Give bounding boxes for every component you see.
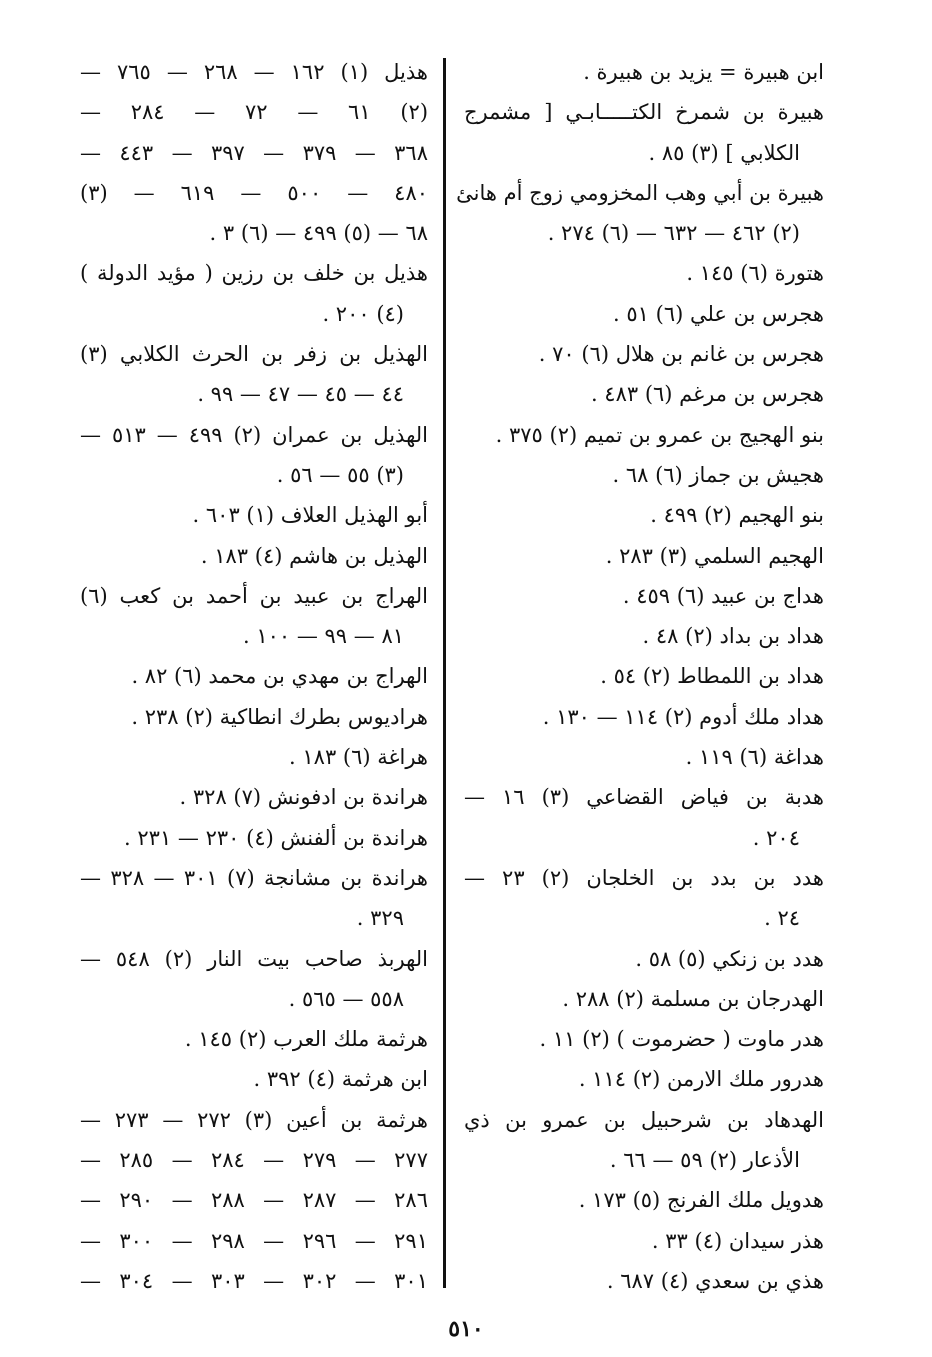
index-line: بنو الهجيج بن عمرو بن تميم (٢) ٣٧٥ .: [495, 422, 824, 447]
index-line: هدرور ملك الارمن (٢) ١١٤ .: [578, 1067, 824, 1092]
index-line: الهدهاد بن شرحبيل بن عمرو بن ذي: [464, 1107, 824, 1132]
index-line: ٢٧٧ — ٢٧٩ — ٢٨٤ — ٢٨٥ —: [80, 1148, 428, 1173]
index-line: (٢) ٦١ — ٧٢ — ٢٨٤ —: [80, 100, 429, 125]
index-line: الهذيل بن عمران (٢) ٤٩٩ — ٥١٣ —: [80, 422, 428, 447]
index-line: هجرس بن علي (٦) ٥١ .: [613, 301, 824, 326]
index-line: الهربذ صاحب بيت النار (٢) ٥٤٨ —: [80, 946, 428, 971]
index-line: هجرس بن غانم بن هلال (٦) ٧٠ .: [538, 342, 824, 367]
index-line: الكلابي ] (٣) ٨٥ .: [648, 140, 800, 165]
index-line: هدد بن زنكي (٥) ٥٨ .: [635, 946, 824, 971]
index-line: ٣٠١ — ٣٠٢ — ٣٠٣ — ٣٠٤ —: [80, 1268, 428, 1293]
left-column: [80, 52, 428, 1301]
index-line: ٦٨ — (٥) ٤٩٩ — (٦) ٣ .: [209, 221, 428, 246]
index-line: هرثمة بن أعين (٣) ٢٧٢ — ٢٧٣ —: [80, 1107, 428, 1132]
page-number: ٥١٠: [448, 1316, 484, 1342]
index-line: هداغة (٦) ١١٩ .: [685, 745, 824, 770]
index-line: (٣) ٥٥ — ٥٦ .: [276, 462, 404, 487]
index-line: هبيرة بن أبي وهب المخزومي زوج أم هانئ: [456, 180, 824, 205]
index-line: هراندة بن ادفونش (٧) ٣٢٨ .: [179, 785, 428, 810]
right-column: [456, 52, 824, 1301]
index-line: الهذيل بن هاشم (٤) ١٨٣ .: [200, 543, 428, 568]
index-line: ابن هبيرة = يزيد بن هبيرة .: [583, 60, 824, 84]
index-line: الهجيم السلمي (٣) ٢٨٣ .: [605, 543, 824, 568]
index-line: الهذيل بن زفر بن الحرث الكلابي (٣): [80, 342, 428, 367]
index-line: هذر سيدان (٤) ٣٣ .: [651, 1228, 824, 1253]
index-line: هراندة بن ألفنش (٤) ٢٣٠ — ٢٣١ .: [124, 825, 428, 850]
index-line: الهدرجان بن مسلمة (٢) ٢٨٨ .: [562, 986, 824, 1011]
index-line: هتورة (٦) ١٤٥ .: [686, 261, 824, 286]
index-line: ٢٩١ — ٢٩٦ — ٢٩٨ — ٣٠٠ —: [80, 1228, 428, 1253]
index-line: هدويل ملك الفرنج (٥) ١٧٣ .: [578, 1188, 824, 1213]
index-line: هجرس بن مرغم (٦) ٤٨٣ .: [590, 382, 824, 407]
index-line: الهراج بن عبيد بن أحمد بن كعب (٦): [80, 583, 428, 608]
index-line: هداد بن اللمطاط (٢) ٥٤ .: [600, 664, 824, 689]
column-divider: [443, 58, 446, 1288]
index-line: الهراج بن مهدي بن محمد (٦) ٨٢ .: [131, 664, 428, 689]
index-line: هذي بن سعدي (٤) ٦٨٧ .: [606, 1268, 824, 1293]
index-line: ٢٨٦ — ٢٨٧ — ٢٨٨ — ٢٩٠ —: [80, 1188, 428, 1213]
index-line: ٥٥٨ — ٥٦٥ .: [288, 986, 404, 1011]
index-line: هراندة بن مشانجة (٧) ٣٠١ — ٣٢٨ —: [80, 865, 428, 890]
index-line: هداد بن بداد (٢) ٤٨ .: [642, 624, 824, 649]
index-line: هدبة بن فياض القضاعي (٣) ١٦ —: [464, 785, 824, 810]
index-line: ٣٦٨ — ٣٧٩ — ٣٩٧ — ٤٤٣ —: [80, 140, 428, 165]
index-line: (٤) ٢٠٠ .: [322, 301, 404, 326]
index-line: هرثمة ملك العرب (٢) ١٤٥ .: [184, 1027, 428, 1052]
index-line: (٢) ٤٦٢ — ٦٣٢ — (٦) ٢٧٤ .: [547, 221, 800, 246]
index-line: هذيل (١) ١٦٢ — ٢٦٨ — ٧٦٥ —: [80, 60, 428, 84]
index-line: هبيرة بن شمرخ الكتـــــابـي [ مشمرج: [464, 100, 824, 125]
index-line: هجيش بن جماز (٦) ٦٨ .: [612, 462, 824, 487]
index-line: بنو الهجيم (٢) ٤٩٩ .: [650, 503, 824, 528]
index-line: ٤٨٠ — ٥٠٠ — ٦١٩ — (٣): [80, 180, 429, 205]
index-line: أبو الهذيل العلاف (١) ٦٠٣ .: [192, 503, 428, 528]
index-line: ٤٤ — ٤٥ — ٤٧ — ٩٩ .: [197, 382, 404, 407]
index-line: الأذعار (٢) ٥٩ — ٦٦ .: [609, 1148, 800, 1173]
index-line: هراديوس بطرك انطاكية (٢) ٢٣٨ .: [131, 704, 428, 729]
index-line: هدر ماوت ( حضرموت ) (٢) ١١ .: [539, 1027, 824, 1052]
index-line: هداج بن عبيد (٦) ٤٥٩ .: [622, 583, 824, 608]
index-line: هداد ملك أدوم (٢) ١١٤ — ١٣٠ .: [542, 704, 824, 729]
index-line: هذيل بن خلف بن رزين ( مؤيد الدولة ): [80, 261, 428, 286]
index-line: هدد بن بدد بن الخلجان (٢) ٢٣ —: [464, 865, 824, 890]
index-line: ابن هرثمة (٤) ٣٩٢ .: [253, 1067, 428, 1092]
index-line: هراغة (٦) ١٨٣ .: [289, 745, 428, 770]
index-line: ٣٢٩ .: [356, 906, 404, 931]
index-line: ٨١ — ٩٩ — ١٠٠ .: [242, 624, 404, 649]
index-line: ٢٠٤ .: [752, 825, 800, 850]
index-line: ٢٤ .: [764, 906, 800, 931]
